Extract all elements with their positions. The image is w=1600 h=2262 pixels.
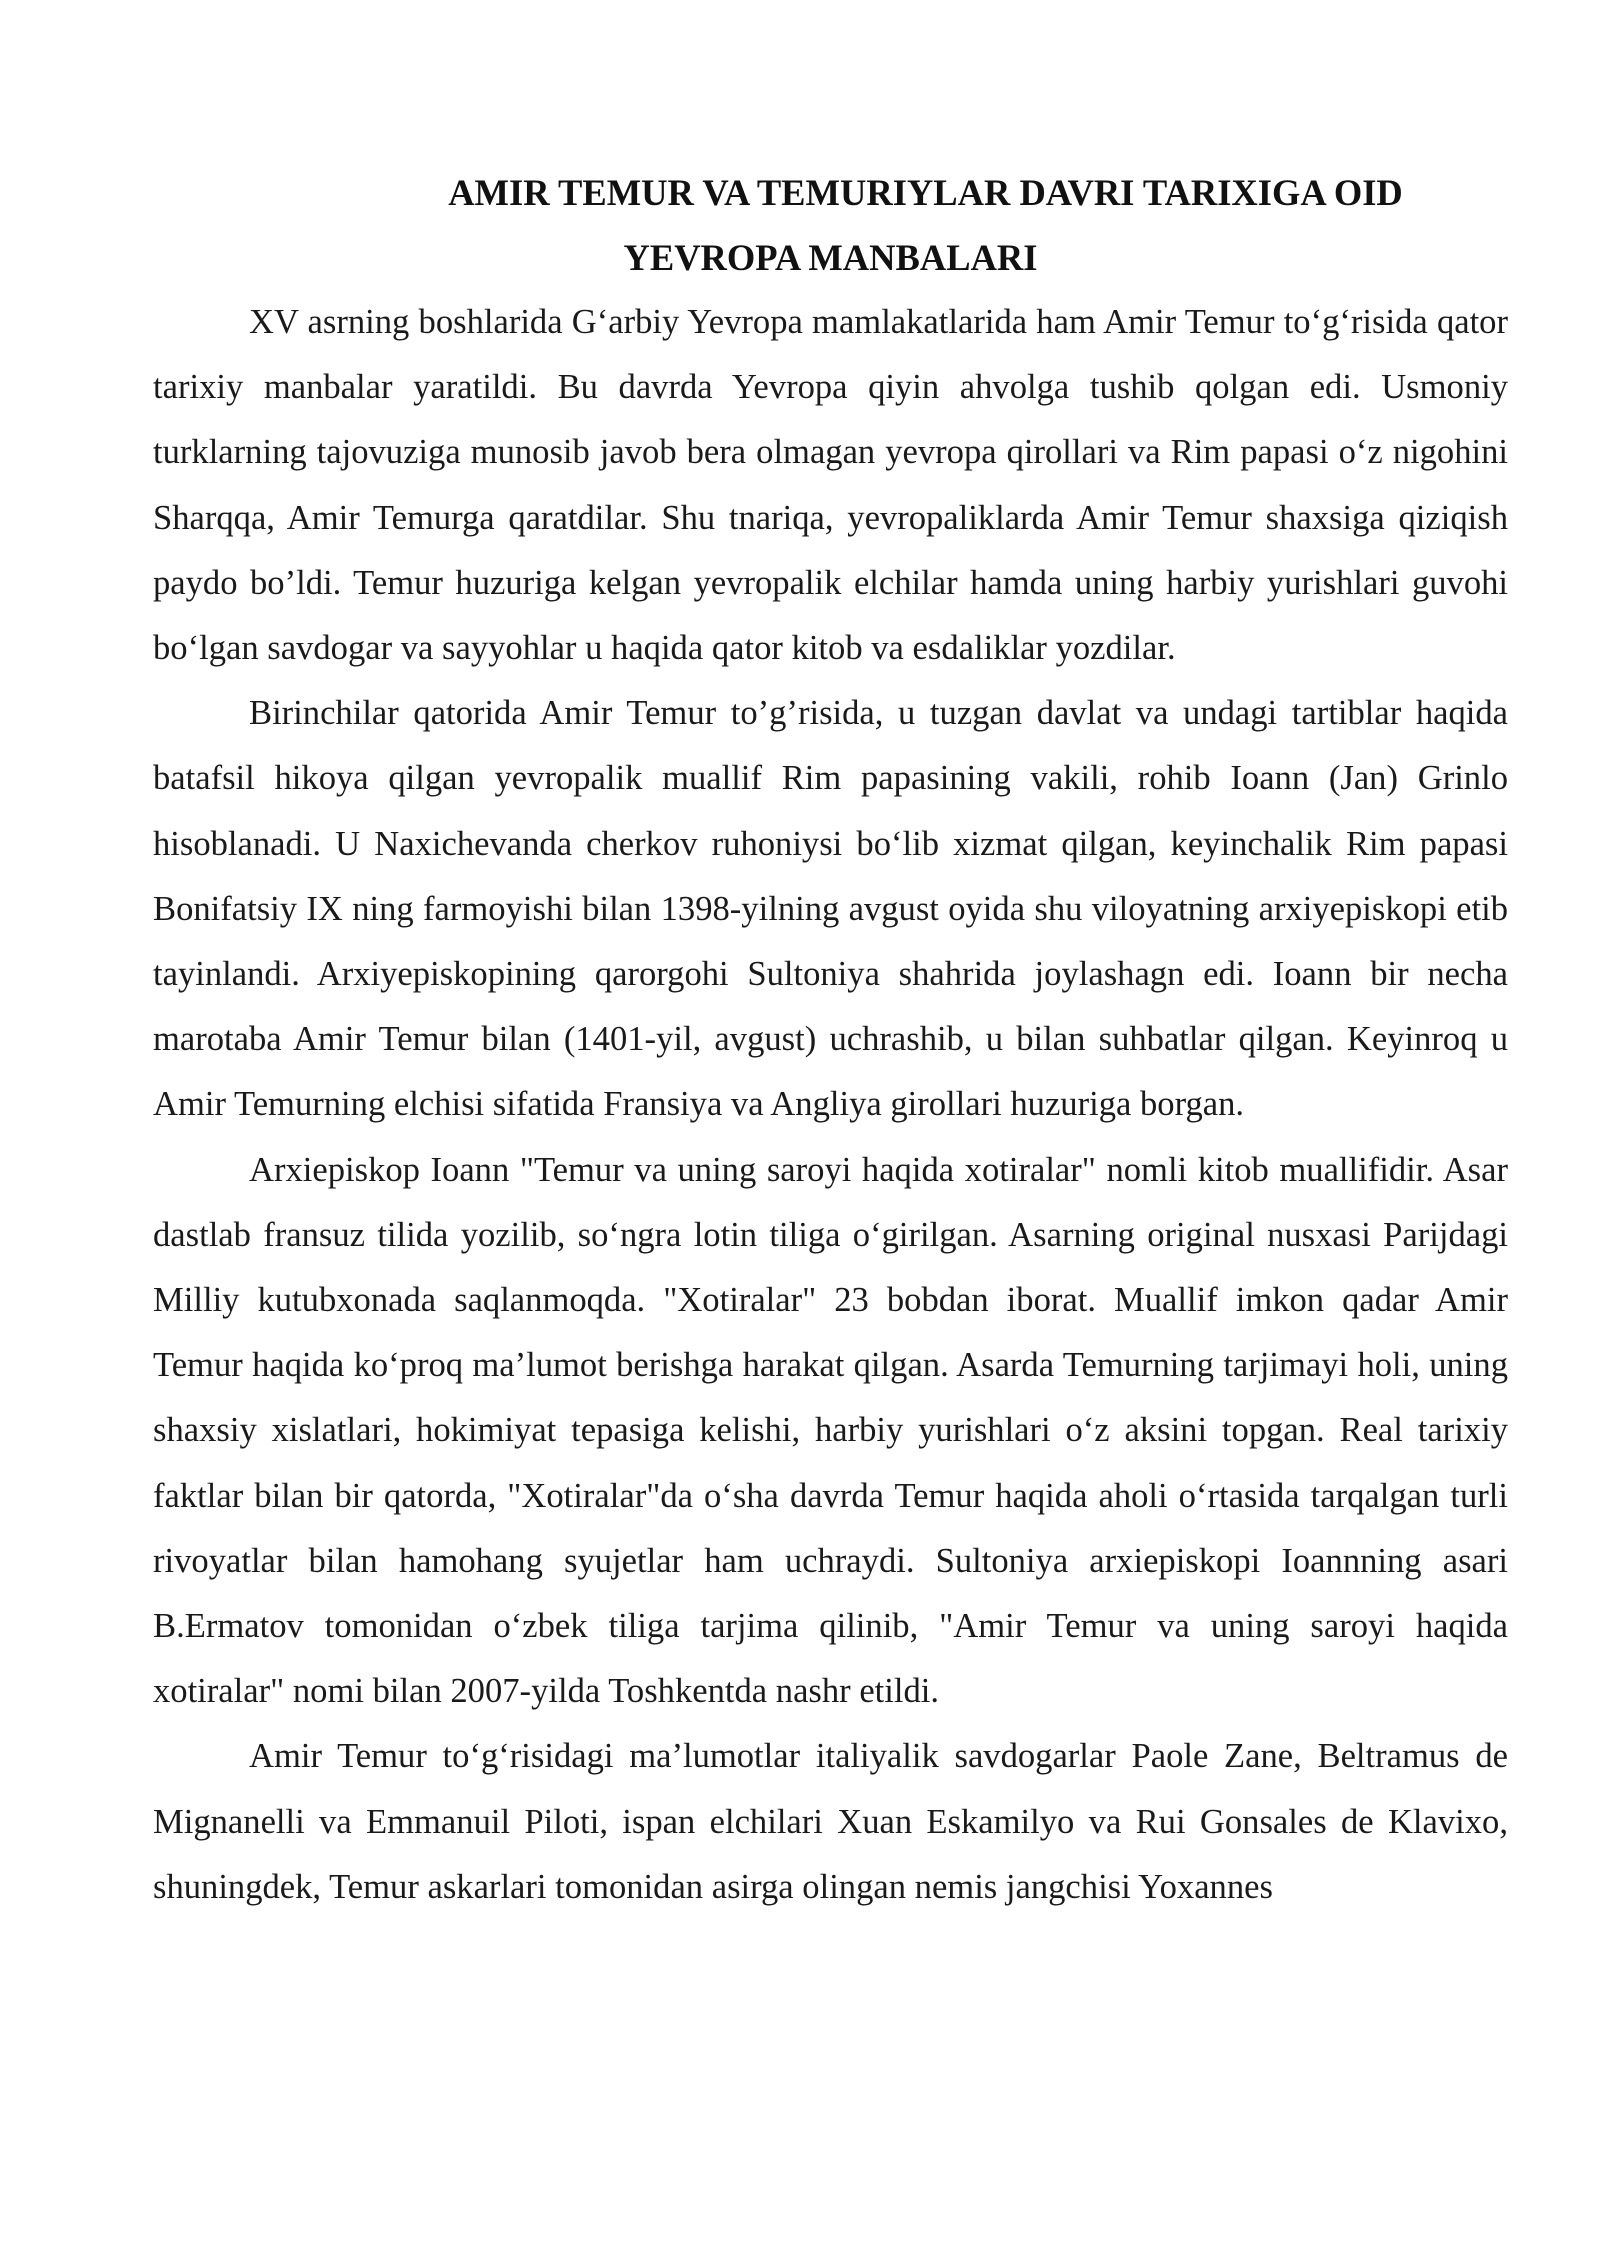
paragraph-2: Birinchilar qatorida Amir Temur to’g’risida, u tuzgan davlat va undagi tartiblar haqida batafsil hikoya qilgan yevropalik muallif Rim papasining vakili, rohib Ioann (Jan) Grinlo hisoblanadi. U Naxichevanda cherkov ruhoniysi bo‘lib xizmat qilgan, keyinchalik Rim papasi Bonifatsiy IX ning farmoyishi bilan 1398-yilning avgust oyida shu viloyatning arxiyepiskopi etib tayinlandi. Arxiyepiskopining qarorgohi Sultoniya shahrida joylashagn edi. Ioann bir necha marotaba Amir Temur bilan (1401-yil, avgust) uchrashib, u bilan suhbatlar qilgan. Keyinroq u Amir Temurning elchisi sifatida Fransiya va Angliya girollari huzuriga borgan. <box>153 694 1508 1124</box>
paragraph-4: Amir Temur to‘g‘risidagi ma’lumotlar italiyalik savdogarlar Paole Zane, Beltramus de Mignanelli va Emmanuil Piloti, ispan elchilari Xuan Eskamilyo va Rui Gonsales de Klavixo, shuningdek, Temur askarlari tomonidan asirga olingan nemis jangchisi Yoxannes <box>153 1737 1508 1906</box>
title-line-2: YEVROPA MANBALARI <box>623 237 1038 278</box>
paragraph-1: XV asrning boshlarida G‘arbiy Yevropa mamlakatlarida ham Amir Temur to‘g‘risida qator tarixiy manbalar yaratildi. Bu davrda Yevropa qiyin ahvolga tushib qolgan edi. Usmoniy turklarning tajovuziga munosib javob bera olmagan yevropa qirollari va Rim papasi o‘z nigohini Sharqqa, Amir Temurga qaratdilar. Shu tnariqa, yevropaliklarda Amir Temur shaxsiga qiziqish paydo bo’ldi. Temur huzuriga kelgan yevropalik elchilar hamda uning harbiy yurishlari guvohi bo‘lgan savdogar va sayyohlar u haqida qator kitob va esdaliklar yozdilar. <box>153 303 1508 668</box>
title-line-1: AMIR TEMUR VA TEMURIYLAR DAVRI TARIXIGA OID <box>448 172 1403 213</box>
document-body <box>153 160 1508 1920</box>
document-title <box>153 160 1508 290</box>
paragraph-3: Arxiepiskop Ioann "Temur va uning saroyi haqida xotiralar" nomli kitob muallifidir. Asar dastlab fransuz tilida yozilib, so‘ngra lotin tiliga o‘girilgan. Asarning original nusxasi Parijdagi Milliy kutubxonada saqlanmoqda. "Xotiralar" 23 bobdan iborat. Muallif imkon qadar Amir Temur haqida ko‘proq ma’lumot berishga harakat qilgan. Asarda Temurning tarjimayi holi, uning shaxsiy xislatlari, hokimiyat tepasiga kelishi, harbiy yurishlari o‘z aksini topgan. Real tarixiy faktlar bilan bir qatorda, "Xotiralar"da o‘sha davrda Temur haqida aholi o‘rtasida tarqalgan turli rivoyatlar bilan hamohang syujetlar ham uchraydi. Sultoniya arxiepiskopi Ioannning asari B.Ermatov tomonidan o‘zbek tiliga tarjima qilinib, "Amir Temur va uning saroyi haqida xotiralar" nomi bilan 2007-yilda Toshkentda nashr etildi. <box>153 1150 1508 1711</box>
